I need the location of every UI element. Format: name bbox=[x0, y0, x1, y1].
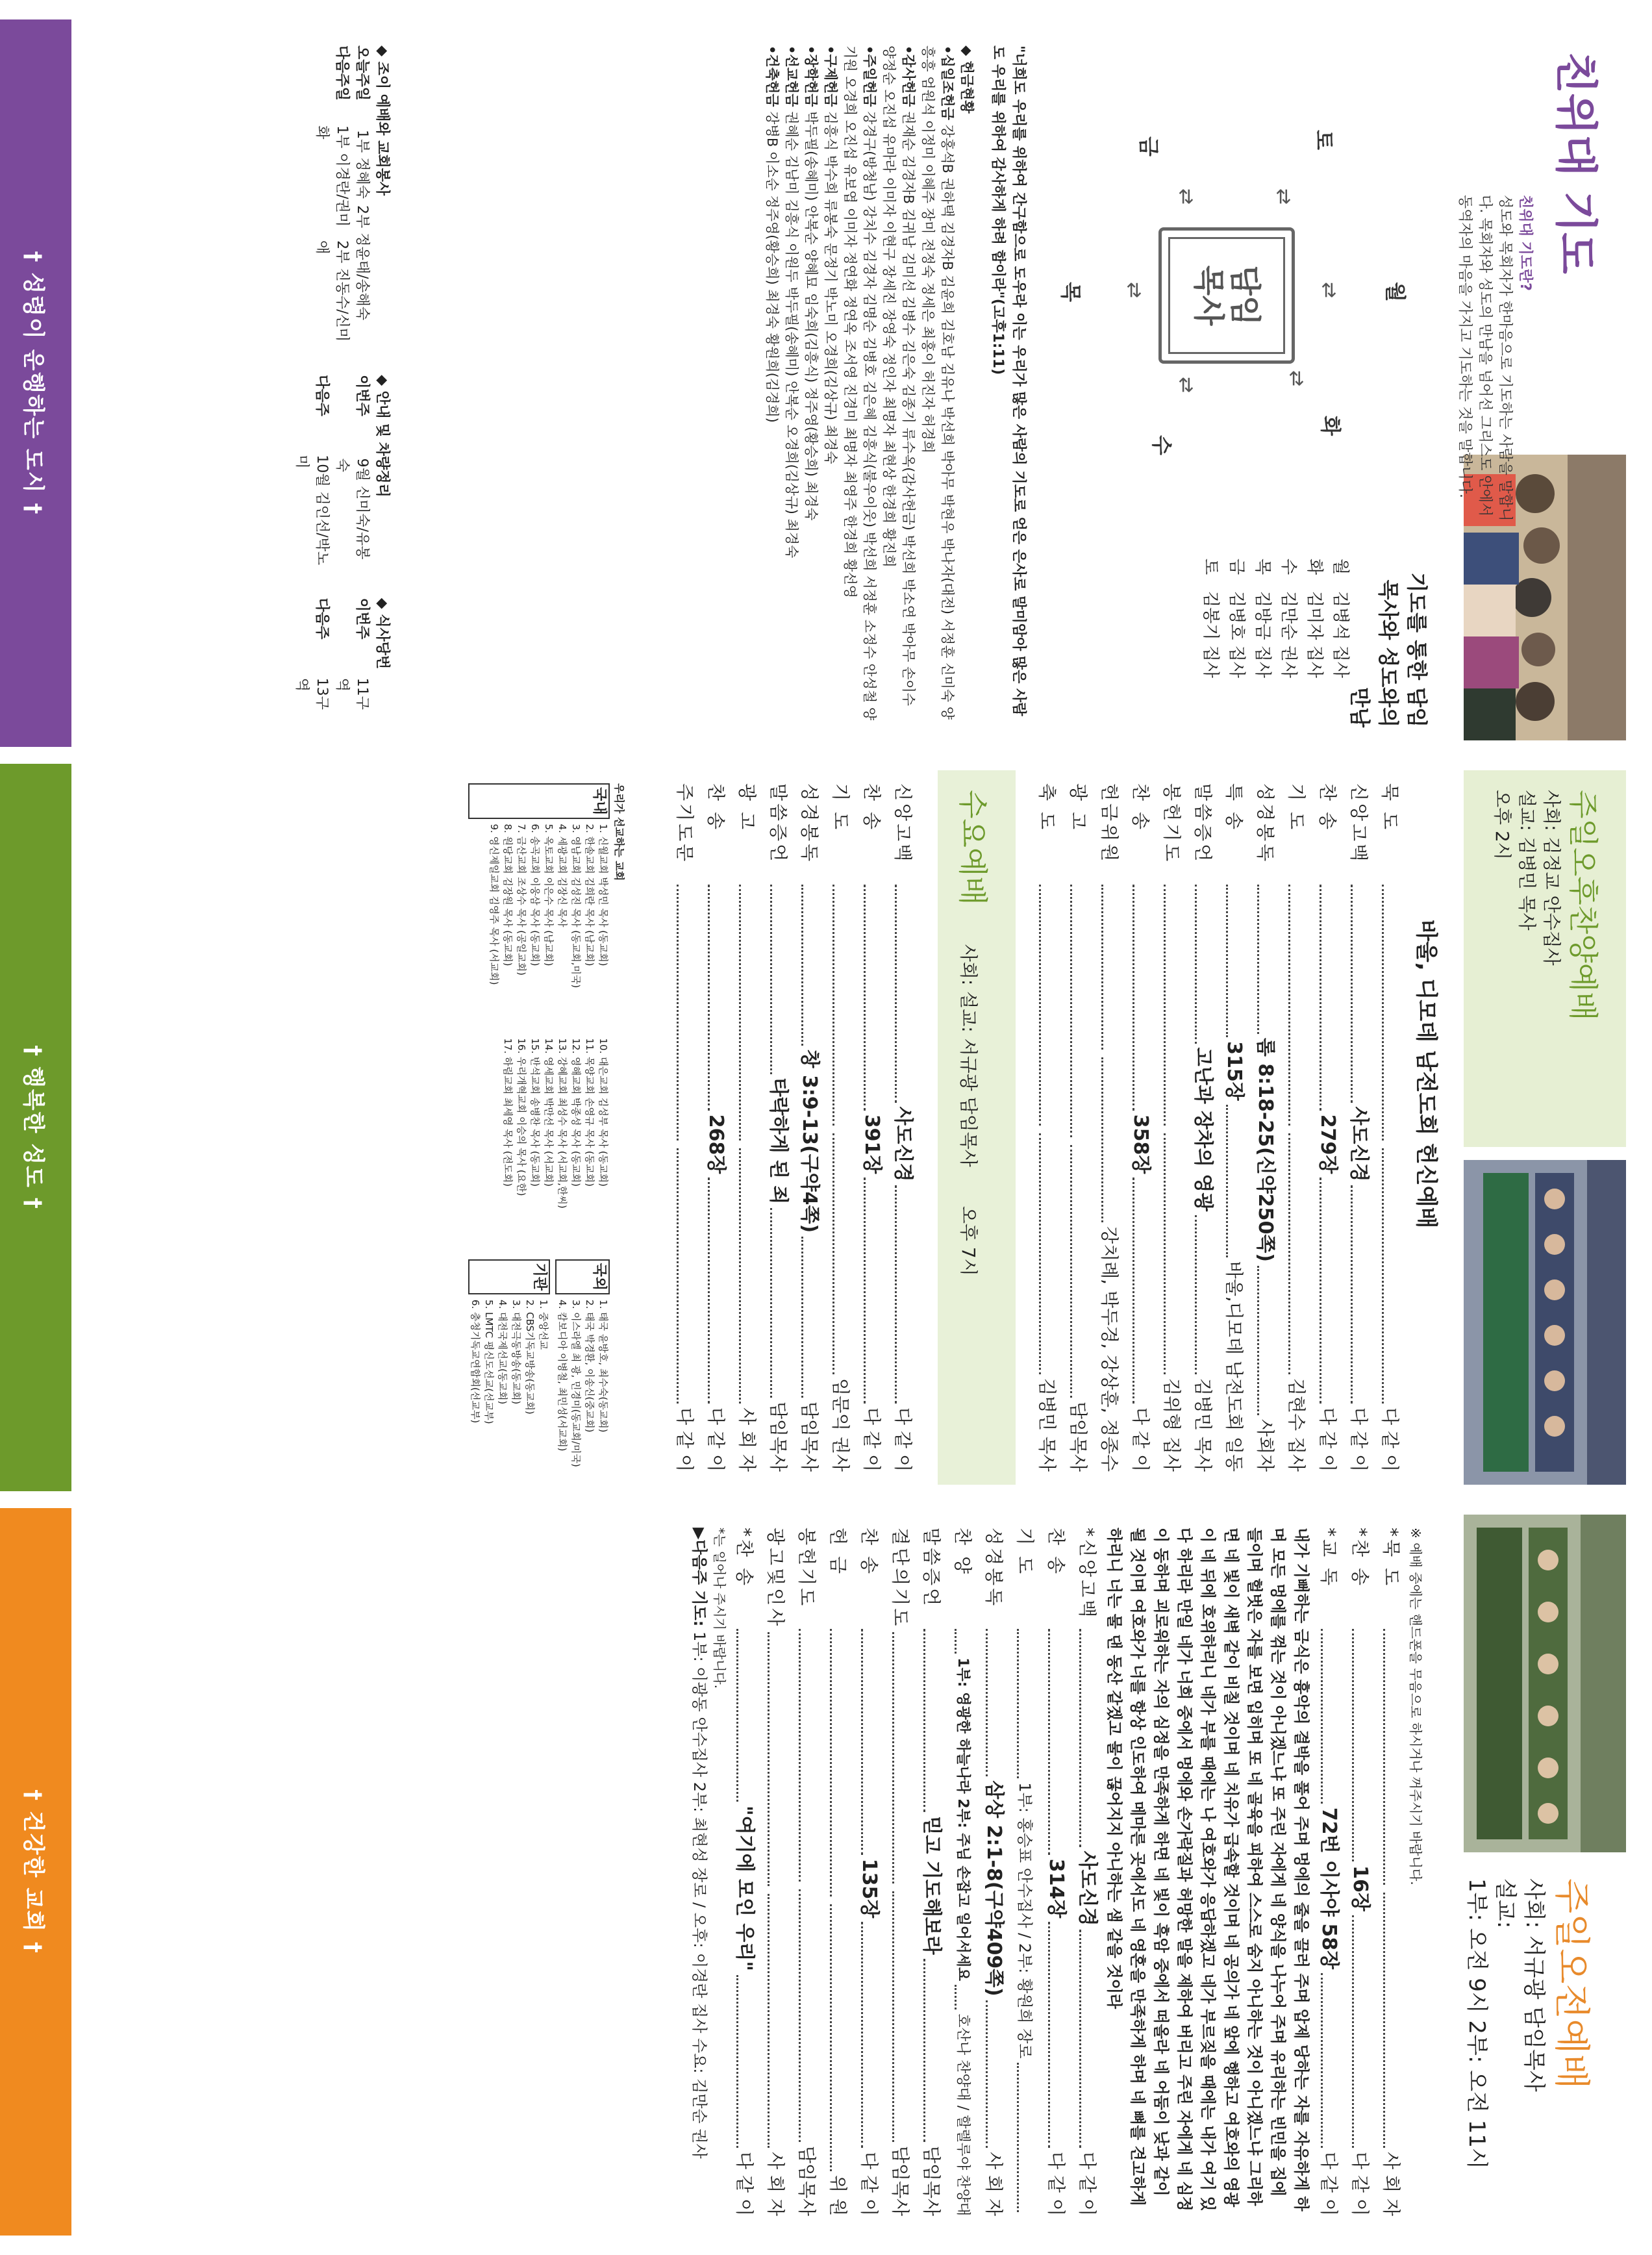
mission-item: 12. 영해교회 박종성 목사 (동교회) bbox=[570, 1038, 582, 1187]
program-row bbox=[1375, 1528, 1407, 2216]
program-key: 헌 금 bbox=[827, 1528, 849, 1576]
evening-program bbox=[1031, 783, 1405, 1472]
program-person: 김현수 집사 bbox=[1286, 1378, 1307, 1472]
compass-arrow-icon: ⇄ bbox=[1175, 377, 1197, 394]
news-head: •주일헌금 bbox=[862, 45, 877, 107]
compass-arrow-icon: ⇄ bbox=[1272, 188, 1295, 205]
program-person: 다 같 이 bbox=[861, 1407, 882, 1472]
wednesday-title: 수요예배 bbox=[955, 790, 990, 905]
program-key: 광 고 bbox=[736, 783, 758, 832]
program-row bbox=[1249, 783, 1281, 1472]
program-main: 사도신경 bbox=[892, 1106, 914, 1182]
meal-val: 13구역 bbox=[294, 677, 330, 710]
program-person: 김위형 집사 bbox=[1161, 1378, 1183, 1472]
banner-city: † 성령이 운행하는 도시 † bbox=[0, 19, 71, 747]
compass-bottom-left: 금 bbox=[1136, 136, 1161, 157]
morning-body bbox=[688, 1528, 1425, 2216]
duty-v2: 2부 정윤태/송해숙 bbox=[354, 205, 370, 321]
wednesday-time: 오후 7시 bbox=[958, 1205, 979, 1276]
banner-healthy: † 건강한 교회 † bbox=[0, 1508, 71, 2236]
program-key: 주기도문 bbox=[674, 783, 695, 864]
program-main: 사도신경 bbox=[1347, 1106, 1370, 1182]
mission-item: 3. 이스라엘 최 광, 민경미(동교회/미국) bbox=[570, 1300, 582, 1467]
program-row bbox=[794, 783, 825, 1472]
program-key: 찬 송 bbox=[1130, 783, 1151, 832]
mission-item: 10. 대은교회 김성부 목사 (동교회) bbox=[597, 1038, 609, 1187]
program-row bbox=[791, 1528, 822, 2216]
compass-arrow-icon: ⇄ bbox=[1318, 282, 1340, 299]
evening-preacher: 설교: 김병민 목사 bbox=[1516, 790, 1538, 931]
program-key: 신앙고백 bbox=[892, 783, 914, 864]
news-text: 강경구(방청남) 강치수 김경자 김명순 김병호 김은혜 김흥식(불우이웃) 박선희 서정훈 소정수 안성철 양기원 오경희 오진섭 유보엽 이미자 정연화 정연옥 조서영 진경미 최명자 최영주 한경희 황선영 bbox=[842, 45, 877, 721]
program-row bbox=[1374, 783, 1405, 1472]
day-name: 김병석 집사 bbox=[1331, 591, 1350, 678]
mission-item: 5. LMTC 평신도선교(선교부) bbox=[483, 1300, 495, 1424]
program-key: 성경봉독 bbox=[1255, 783, 1276, 864]
car-row bbox=[292, 375, 332, 572]
program-key: 찬 송 bbox=[858, 1528, 880, 1576]
duty-key: 다음주일 bbox=[334, 45, 350, 101]
program-person: 호산나 찬양대 / 할렐루야 찬양대 bbox=[955, 2013, 971, 2217]
day-name: 김만순 권사 bbox=[1279, 591, 1298, 678]
program-row bbox=[884, 1528, 916, 2216]
prayer-description bbox=[1455, 195, 1535, 533]
evening-service-header bbox=[1464, 770, 1626, 1147]
duty-v1: 1부 이경란/권미화 bbox=[314, 125, 350, 227]
program-row bbox=[1009, 1528, 1040, 2216]
compass-top: 월 bbox=[1383, 282, 1408, 302]
news-text: 권재순 김경자B 김귀남 김미선 김병수 김은숙 김종기 류수옥(감사헌금) 박선희 박소연 박아무 손이수 양정순 오진섭 유마라 이미자 이현구 장세진 장영숙 정인자 최명자 최현상 한경희 황진희 bbox=[881, 45, 916, 706]
mission-item: 8. 원당교회 김장원 목사 (동교회) bbox=[502, 824, 514, 966]
wednesday-program bbox=[669, 783, 918, 1472]
news-item bbox=[782, 45, 801, 721]
news-item bbox=[801, 45, 821, 721]
compass-arrow-icon: ⇄ bbox=[1123, 282, 1145, 299]
program-row bbox=[1281, 783, 1312, 1472]
day-row bbox=[1275, 559, 1301, 734]
prayer-question: 친위대 기도란? bbox=[1517, 195, 1533, 291]
program-key: 성경봉독 bbox=[983, 1528, 1005, 1609]
program-person: 담임목사 bbox=[796, 2145, 818, 2217]
program-key: 말씀증언 bbox=[921, 1528, 942, 1609]
wednesday-host: 사회: 설교: 서규광 담임목사 bbox=[958, 944, 979, 1167]
program-person: 바울,디모데 남전도회 일동 bbox=[1223, 1261, 1245, 1472]
day-row bbox=[1223, 559, 1249, 734]
day-label: 토 bbox=[1201, 559, 1220, 575]
program-key: 특 송 bbox=[1223, 783, 1245, 832]
mission-item: 2. CBS기독교방송(동교회) bbox=[524, 1300, 536, 1415]
mission-item: 5. 옥토교회 이은수 목사 (남교회) bbox=[543, 824, 555, 966]
mission-item: 16. 우리개혁교회 이승의 목사 (요한) bbox=[516, 1038, 527, 1196]
program-main: 314장 bbox=[1045, 1858, 1068, 1919]
mission-item: 17. 하림교회 최세영 목사 (전도회) bbox=[502, 1038, 514, 1187]
day-label: 월 bbox=[1331, 559, 1350, 575]
day-name: 김방금 집사 bbox=[1253, 591, 1272, 678]
program-person: 담임목사 bbox=[890, 2145, 911, 2217]
program-key: 찬 송 bbox=[1045, 1528, 1067, 1576]
news-item bbox=[762, 45, 782, 721]
program-row bbox=[1313, 1528, 1344, 2216]
day-label: 수 bbox=[1279, 559, 1298, 575]
car-key: 이번주 bbox=[354, 375, 370, 416]
program-person: 사 회 자 bbox=[983, 2152, 1005, 2217]
program-key: 봉헌기도 bbox=[796, 1528, 818, 1609]
photo-congregation-2 bbox=[1464, 1515, 1626, 1852]
panel-evening-wednesday bbox=[20, 770, 1626, 1485]
program-person: 다 같 이 bbox=[1349, 2152, 1371, 2216]
morning-title: 주일오전예배 bbox=[1550, 1878, 1592, 2089]
program-main: 279장 bbox=[1316, 1114, 1339, 1174]
program-key: 기 도 bbox=[1014, 1528, 1036, 1576]
duty-v1: 1부 정혜숙 bbox=[354, 130, 370, 199]
program-row bbox=[1071, 1528, 1103, 2216]
program-row bbox=[731, 783, 762, 1472]
bible-verse: "너희도 우리를 위하여 간구함으로 도우라 이는 우리가 많은 사람의 기도로 얻은 은사로 말미암아 많은 사람도 우리를 위하여 감사하게 하려 함이라"(고후1:11) bbox=[990, 45, 1027, 716]
program-row bbox=[1218, 783, 1249, 1472]
program-person: 다 같 이 bbox=[1318, 2152, 1340, 2216]
mission-item: 2. 한솔교회 김희란 목사 (남교회) bbox=[584, 824, 595, 966]
offering-news bbox=[762, 45, 977, 721]
mission-item: 15. 반석교회 송병찬 목사 (동교회) bbox=[529, 1038, 541, 1187]
program-key: 결단의기도 bbox=[890, 1528, 911, 1629]
program-person: 다 같 이 bbox=[1130, 1407, 1151, 1472]
program-main: 삼상 2:1-8(구약409쪽) bbox=[982, 1780, 1005, 1997]
mission-head: 우리가 선교하는 교회 bbox=[613, 783, 625, 881]
program-row bbox=[916, 1528, 947, 2216]
program-row bbox=[729, 1528, 760, 2216]
program-row bbox=[1187, 783, 1218, 1472]
car-val: 9월 신미숙/유봉숙 bbox=[334, 458, 370, 560]
meal-row bbox=[332, 598, 372, 721]
banner-happy: † 행복한 성도 † bbox=[0, 764, 71, 1491]
car-val: 10월 김인선/박노미 bbox=[294, 455, 330, 566]
scripture-text: 내가 기뻐하는 금식은 흉악의 결박을 풀어 주며 멍에의 줄을 끌러 주며 압제 당하는 자를 자유하게 하며 모든 멍에를 꺾는 것이 아니겠느냐 또 주린 자에게 네 양식을 나누어 주며 유리하는 빈민을 집에 들이며 헐벗은 자를 보면 입히며 또 네 골육을 피하여 스스로 숨지 아니하는 것이 아니겠느냐 그리하면 네 빛이 새벽 같이 비칠 것이며 네 치유가 급속할 것이며 네 공의가 네 앞에 행하고 여호와의 영광이 네 뒤에 호위하리니 네가 부를 때에는 나 여호와가 응답하겠고 네가 부르짖을 때에는 내가 여기 있다 하리라 만일 네가 너희 중에서 멍에와 손가락질과 허망한 말을 제하여 버리고 주린 자에게 네 심정이 동하며 괴로워하는 자의 심정을 만족하게 하면 네 빛이 흑암 중에서 떠올라 네 어둠이 낮과 같이 될 것이며 여호와가 너를 항상 인도하여 메마른 곳에서도 네 영혼을 만족하게 하며 네 뼈를 견고하게 하리니 너는 물 댄 동산 같겠고 물이 끊어지지 아니하는 샘 같을 것이라 bbox=[1105, 1528, 1310, 2211]
program-row bbox=[825, 783, 856, 1472]
next-week-prayer bbox=[688, 1528, 710, 2216]
compass-left: 토 bbox=[1312, 130, 1336, 150]
program-person: 다 같 이 bbox=[1379, 1407, 1401, 1472]
prayer-desc-text: 성도와 목회자가 한마음으로 기도하는 사람을 말합니다. 목회자와 성도의 만남을 넘어선 그리스도 안에서 동역자의 마음을 가지고 기도하는 것을 말합니다. bbox=[1457, 195, 1513, 522]
program-main: 315장 bbox=[1223, 1041, 1245, 1101]
program-person: 사 회 자 bbox=[765, 2152, 786, 2217]
program-person: 다 같 이 bbox=[1317, 1407, 1338, 1472]
duty-row bbox=[352, 45, 372, 349]
mission-item: 1. 중앙선교 bbox=[538, 1300, 549, 1350]
car-key: 다음주 bbox=[314, 375, 330, 416]
day-label: 화 bbox=[1305, 559, 1324, 575]
mission-churches bbox=[468, 783, 626, 1472]
program-main: 고난과 장차의 영광 bbox=[1192, 1047, 1214, 1212]
news-head: •건축헌금 bbox=[764, 45, 780, 107]
news-head: •감사헌금 bbox=[901, 45, 916, 107]
duty-key: 오늘주일 bbox=[354, 45, 370, 101]
meal-val: 11구역 bbox=[334, 677, 370, 710]
program-row bbox=[1156, 783, 1187, 1472]
mission-org-label: 기관 bbox=[468, 1259, 550, 1295]
prayer-compass-diagram bbox=[1048, 110, 1412, 474]
program-row bbox=[978, 1528, 1009, 2216]
meal-key: 다음주 bbox=[314, 598, 330, 640]
compass-bottom: 목 bbox=[1058, 282, 1083, 302]
program-main: 135장 bbox=[858, 1858, 881, 1919]
day-label: 금 bbox=[1227, 559, 1246, 575]
prayer-title: 친위대 기도 bbox=[1551, 52, 1601, 274]
day-row bbox=[1249, 559, 1275, 734]
program-main: 타락하게 된 죄 bbox=[767, 1077, 790, 1205]
program-person: 담임목사 bbox=[1068, 1401, 1089, 1472]
evening-title: 주일오후찬양예배 bbox=[1566, 790, 1601, 1021]
program-key: *묵 도 bbox=[1381, 1528, 1402, 1588]
program-row bbox=[762, 783, 794, 1472]
program-person: 임문익 권사 bbox=[830, 1378, 851, 1472]
program-person: 다 같 이 bbox=[892, 1407, 914, 1472]
program-key: *신앙고백 bbox=[1077, 1528, 1098, 1620]
program-person: 담임목사 bbox=[768, 1401, 789, 1472]
program-key: 찬 양 bbox=[952, 1528, 973, 1576]
phone-note: ※ 예배 중에는 핸드폰을 무음으로 하시거나 꺼주시기 바랍니다. bbox=[1408, 1528, 1423, 1885]
program-key: 광 고 bbox=[1068, 783, 1089, 832]
program-key: 성경봉독 bbox=[799, 783, 820, 864]
prayer-subhead: 기도를 통한 담임목사와 성도와의 만남 bbox=[1347, 572, 1429, 727]
prayer-day-list bbox=[1197, 559, 1353, 734]
mission-item: 7. 금산교회 조상수 목사 (공일교회) bbox=[516, 824, 527, 976]
program-row bbox=[1062, 783, 1094, 1472]
evening-theme: 바울, 디모데 남전도회 헌신예배 bbox=[1413, 920, 1439, 1229]
program-person: 다 같 이 bbox=[1348, 1407, 1370, 1472]
day-label: 목 bbox=[1253, 559, 1272, 575]
car-row bbox=[332, 375, 372, 572]
center-label-1: 담임 bbox=[1227, 265, 1263, 326]
compass-arrow-icon: ⇄ bbox=[1285, 370, 1308, 387]
news-text: 박두필(송혜미) 안복순 양혜묘 임숙희(김흥식) 정주영(황승희) 최경숙 bbox=[803, 111, 819, 521]
program-row bbox=[1031, 783, 1062, 1472]
program-row bbox=[1040, 1528, 1071, 2216]
panel-morning bbox=[20, 1515, 1626, 2229]
program-key: 기 도 bbox=[1286, 783, 1307, 832]
news-item bbox=[918, 45, 957, 721]
program-row bbox=[822, 1528, 853, 2216]
morning-time: 1부: 오전 9시 2부: 오전 11시 bbox=[1464, 1878, 1490, 2169]
program-person: 위 원 bbox=[827, 2175, 849, 2216]
mission-item: 4. 캄보디아 이병철, 최민성(서교회) bbox=[557, 1300, 568, 1452]
program-person: 다 같 이 bbox=[674, 1407, 695, 1472]
mission-item: 11. 목양교회 손영규 목사 (동교회) bbox=[584, 1038, 595, 1187]
program-row bbox=[700, 783, 731, 1472]
mission-item: 6. 충청기독교연합회(선교부) bbox=[469, 1300, 481, 1424]
day-name: 김봉기 집사 bbox=[1201, 591, 1220, 678]
program-main: "여기에 모인 우리" bbox=[733, 1806, 756, 1972]
next-title: ▶다음주 기도: bbox=[690, 1528, 708, 1627]
program-key: 헌금위원 bbox=[1099, 783, 1120, 864]
program-key: 찬 송 bbox=[705, 783, 727, 832]
program-person: 다 같 이 bbox=[705, 1407, 727, 1472]
day-name: 김미자 집사 bbox=[1305, 591, 1324, 678]
news-head: •십일조헌금 bbox=[940, 45, 955, 120]
program-person: 사 회 자 bbox=[1381, 2152, 1402, 2217]
news-head: •장학헌금 bbox=[803, 45, 819, 107]
news-item bbox=[879, 45, 918, 721]
program-main: 1부: 영광한 하늘나라 2부: 주님 손잡고 일어서세요 bbox=[955, 1657, 971, 1982]
program-row bbox=[947, 1528, 978, 2216]
wednesday-header bbox=[938, 770, 1016, 1485]
compass-center bbox=[1158, 227, 1295, 364]
morning-header bbox=[1462, 1878, 1600, 2216]
program-row bbox=[1094, 783, 1125, 1472]
program-person: 다 같 이 bbox=[1045, 2152, 1067, 2216]
mission-item: 14. 영세교회 박만선 목사 (서교회) bbox=[543, 1038, 555, 1187]
program-row bbox=[856, 783, 887, 1472]
program-main: 창 3:9-13(구약4쪽) bbox=[798, 1049, 821, 1233]
morning-host: 사회: 서규광 담임목사 bbox=[1521, 1878, 1547, 2092]
program-key: *찬 송 bbox=[1349, 1528, 1371, 1588]
program-row bbox=[1343, 783, 1374, 1472]
panel-prayer-news bbox=[20, 26, 1626, 740]
duty-row bbox=[312, 45, 352, 349]
news-title: ◆ 헌금현황 bbox=[959, 45, 975, 114]
program-row bbox=[853, 1528, 884, 2216]
program-key: 묵 도 bbox=[1379, 783, 1401, 832]
program-person: 다 같 이 bbox=[858, 2152, 880, 2216]
mission-item: 6. 송곡교회 이웅삼 목사 (동교회) bbox=[529, 824, 541, 966]
mission-item: 4. 대전국제선교(동교회) bbox=[497, 1300, 508, 1405]
program-key: 봉헌기도 bbox=[1161, 783, 1183, 864]
news-text: 강병B 이소순 정주영(황승희) 최경숙 황원희(김경희) bbox=[764, 111, 780, 423]
day-name: 김병호 집사 bbox=[1227, 591, 1246, 678]
next-text: 1부: 이광동 안수집사 2부: 최현성 장로 / 오후: 이경란 집사 수요: 김만순 권사 bbox=[690, 1631, 708, 2159]
news-head: •선교헌금 bbox=[784, 45, 799, 107]
duty-title: ◆ 조이 예배와 교회봉사 bbox=[374, 45, 390, 196]
duty-v2: 2부 진동수/신미애 bbox=[314, 240, 350, 342]
program-main: 16장 bbox=[1349, 1865, 1371, 1911]
photo-choir bbox=[1464, 1160, 1626, 1485]
meal-title: ◆ 식사당번 bbox=[374, 598, 390, 670]
mission-item: 2. 태국 박경환, 이송신(중교회) bbox=[584, 1300, 595, 1433]
program-main: 사도신경 bbox=[1076, 1850, 1099, 1926]
program-key: 찬 송 bbox=[1317, 783, 1338, 832]
compass-top-right: 화 bbox=[1318, 416, 1343, 436]
program-person: 사 회 자 bbox=[736, 1407, 758, 1472]
program-key: 찬 송 bbox=[861, 783, 882, 832]
morning-preacher: 설교: bbox=[1492, 1878, 1518, 1929]
compass-right: 수 bbox=[1149, 435, 1174, 455]
morning-program-1 bbox=[1313, 1528, 1407, 2216]
day-row bbox=[1301, 559, 1327, 734]
evening-host: 사회: 김정교 안수집사 bbox=[1541, 790, 1562, 966]
news-item bbox=[821, 45, 840, 721]
program-row bbox=[1344, 1528, 1375, 2216]
morning-program-2 bbox=[729, 1528, 1103, 2216]
program-row bbox=[760, 1528, 791, 2216]
news-head: •구제헌금 bbox=[823, 45, 838, 107]
news-text: 김흥식 박수희 류봉숙 문정기 박노미 오경희(김상규) 최경숙 bbox=[823, 111, 838, 464]
mission-item: 1. 신월교회 박성민 목사 (동교회) bbox=[597, 824, 609, 966]
compass-arrow-icon: ⇄ bbox=[1175, 188, 1197, 205]
meal-row bbox=[292, 598, 332, 721]
program-person: 담임목사 bbox=[921, 2145, 942, 2217]
news-text: 강홍석B 권하택 김경자B 김윤희 김호남 김유나 박선희 박아무 박현우 박나자(대전) 서정훈 신미숙 양흥흥 엄원석 이정미 이혜주 장미 전정숙 정세은 최홍이 허진자 허경희 bbox=[920, 45, 955, 720]
program-person: 김병민 목사 bbox=[1192, 1378, 1214, 1472]
program-main: 268장 bbox=[705, 1114, 727, 1174]
program-key: *찬 송 bbox=[734, 1528, 755, 1588]
program-main: 믿고 기도해보라 bbox=[920, 1816, 943, 1955]
day-row bbox=[1197, 559, 1223, 734]
program-key: 축 도 bbox=[1036, 783, 1058, 832]
standing-note: *는 일어나 주시기 바랍니다. bbox=[712, 1528, 727, 1689]
program-main: 롬 8:18-25(신약250쪽) bbox=[1254, 1037, 1277, 1263]
mission-domestic-label: 국내 bbox=[468, 783, 610, 819]
program-key: 신앙고백 bbox=[1348, 783, 1370, 864]
program-person: 강치례, 박두경, 강상훈, 정종수 bbox=[1099, 1226, 1120, 1472]
program-key: 광고및인사 bbox=[765, 1528, 786, 1629]
news-item bbox=[840, 45, 879, 721]
day-row bbox=[1327, 559, 1353, 734]
program-main: 358장 bbox=[1129, 1114, 1152, 1174]
program-person: 다 같 이 bbox=[1077, 2152, 1098, 2216]
program-row bbox=[1312, 783, 1343, 1472]
program-person: 담임목사 bbox=[799, 1401, 820, 1472]
car-title: ◆ 안내 및 차량정리 bbox=[374, 375, 390, 498]
center-label-2: 목사 bbox=[1190, 265, 1227, 326]
mission-item: 13. 강혜교회 최성수 목사 (서교회,한씨) bbox=[557, 1038, 568, 1209]
meal-key: 이번주 bbox=[354, 598, 370, 640]
program-main: 391장 bbox=[860, 1114, 883, 1174]
mission-item: 9. 영신제일교회 김영주 목사 (서교회) bbox=[488, 824, 500, 985]
service-duties bbox=[292, 45, 392, 721]
news-text: 권혜순 김남미 김흥식 이원두 박두필(송혜미) 안복순 오경희(김상규) 최경숙 bbox=[784, 111, 799, 559]
evening-time: 오후 2시 bbox=[1492, 790, 1513, 860]
program-person: 김병민 목사 bbox=[1036, 1378, 1058, 1472]
mission-item: 3. 영남교회 김성진 목사 (동교회,미국) bbox=[570, 824, 582, 989]
program-main: 72번 이사야 58장 bbox=[1318, 1807, 1340, 1970]
program-key: 말씀증언 bbox=[768, 783, 789, 864]
program-person: 사회자 bbox=[1255, 1418, 1276, 1472]
program-key: 기 도 bbox=[830, 783, 851, 832]
mission-item: 4. 세광교회 김장신 목사 bbox=[557, 824, 568, 927]
mission-item: 1. 태국 윤방호, 최수숙(동교회) bbox=[597, 1300, 609, 1433]
program-key: *교 독 bbox=[1318, 1528, 1340, 1588]
program-row bbox=[887, 783, 918, 1472]
mission-foreign-label: 국외 bbox=[555, 1259, 610, 1295]
program-row bbox=[1125, 783, 1156, 1472]
program-person: 다 같 이 bbox=[734, 2152, 755, 2216]
mission-item: 3. 대전극동방송(동교회) bbox=[510, 1300, 522, 1405]
program-key: 말씀증언 bbox=[1192, 783, 1214, 864]
program-row bbox=[669, 783, 700, 1472]
program-main: 1부: 홍승표 안수집사 / 2부: 황원희 장로 bbox=[1016, 1782, 1034, 2059]
